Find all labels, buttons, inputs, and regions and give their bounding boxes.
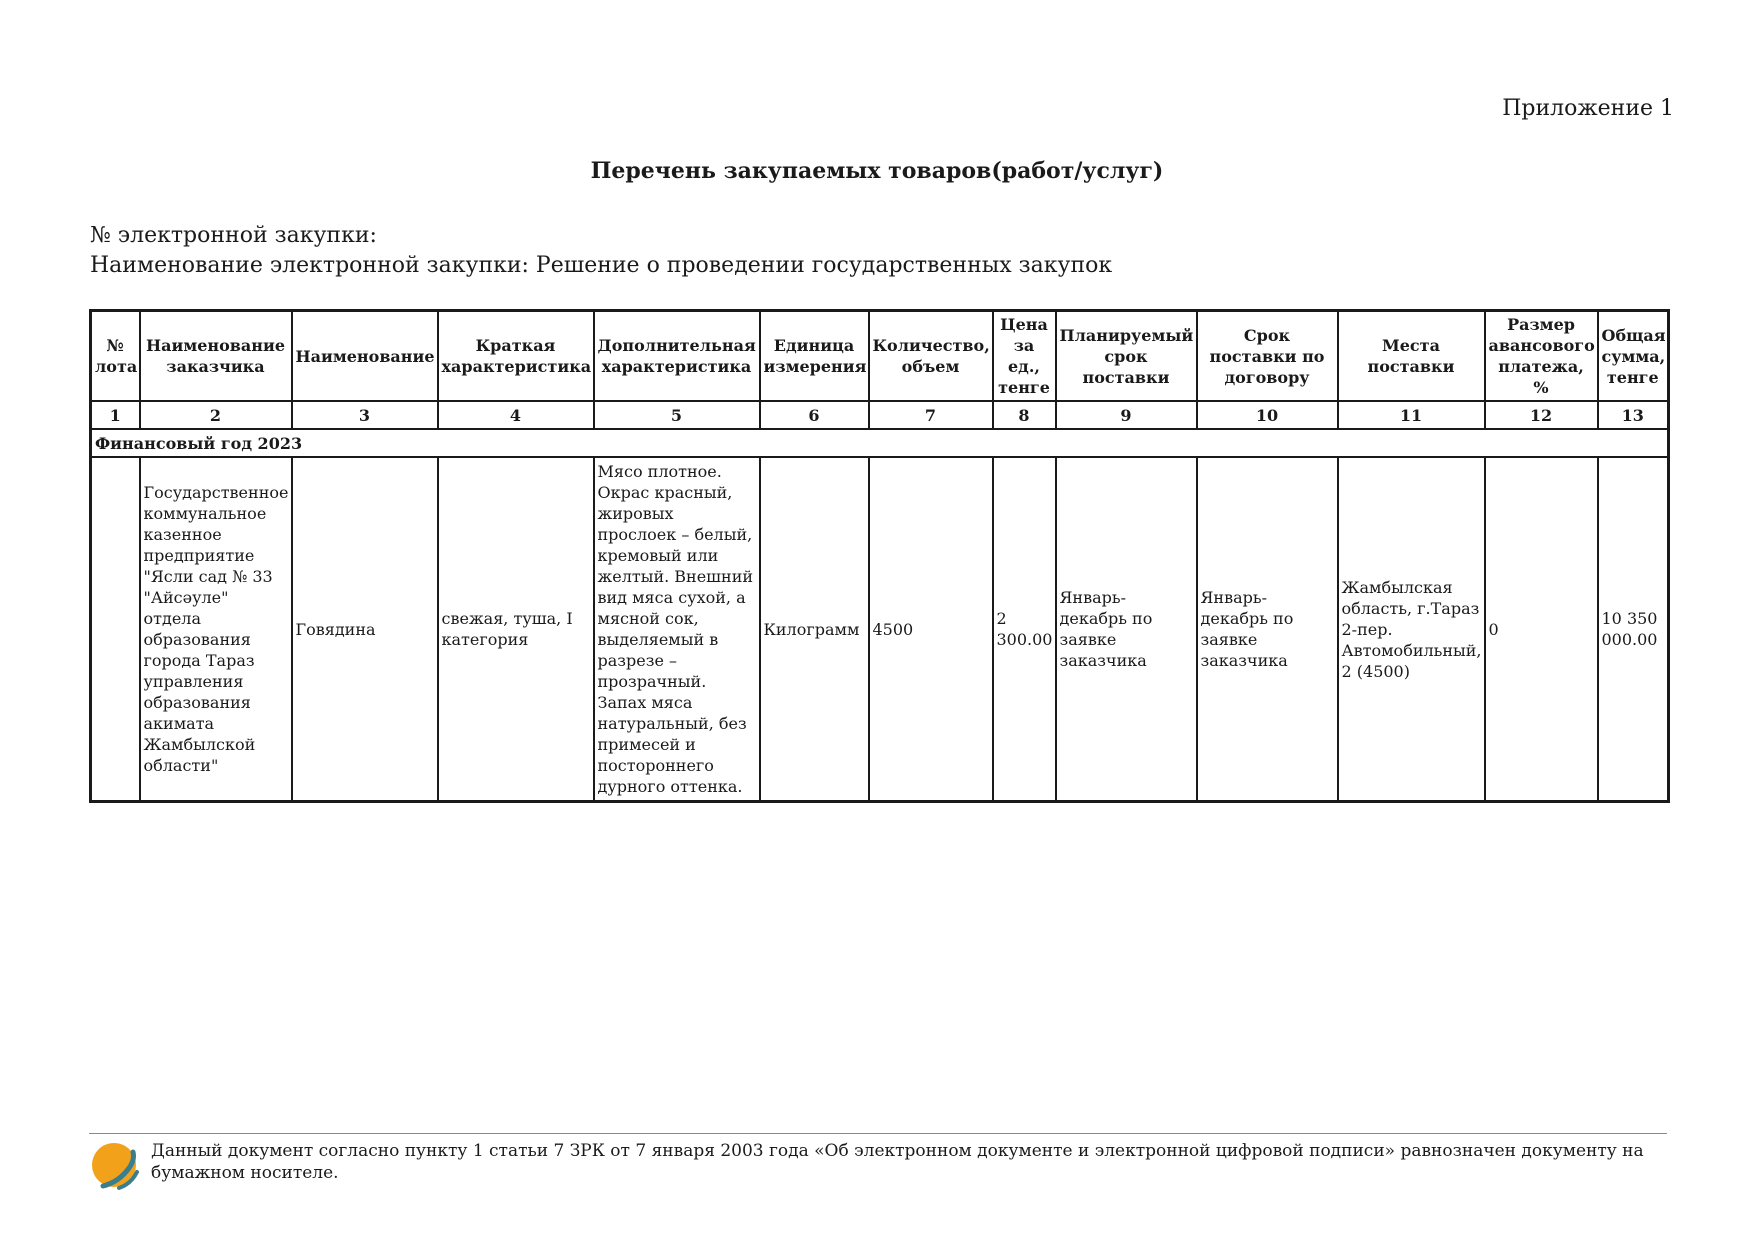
column-number-row xyxy=(91,401,1669,429)
col-header-name: Наименование xyxy=(292,311,438,402)
financial-year-label: Финансовый год 2023 xyxy=(91,429,1669,457)
cell-planned-term: Январь-декабрь по заявке заказчика xyxy=(1056,457,1197,802)
column-number: 6 xyxy=(760,401,869,429)
table-row xyxy=(91,457,1669,802)
cell-unit: Килограмм xyxy=(760,457,869,802)
column-number: 12 xyxy=(1485,401,1598,429)
column-number: 9 xyxy=(1056,401,1197,429)
procurement-name: Наименование электронной закупки: Решение о проведении государственных закупок xyxy=(90,253,1113,278)
col-header-place: Места поставки xyxy=(1338,311,1485,402)
document-title: Перечень закупаемых товаров(работ/услуг) xyxy=(590,158,1164,184)
col-header-brief: Краткая характеристика xyxy=(438,311,594,402)
cell-lot xyxy=(91,457,140,802)
column-number: 13 xyxy=(1598,401,1669,429)
procurement-number: № электронной закупки: xyxy=(90,223,377,248)
procurement-meta xyxy=(90,221,1112,281)
col-header-additional: Дополнительная характеристика xyxy=(594,311,760,402)
column-number: 7 xyxy=(869,401,993,429)
column-number: 4 xyxy=(438,401,594,429)
column-number: 5 xyxy=(594,401,760,429)
col-header-total: Общая сумма, тенге xyxy=(1598,311,1669,402)
legal-notice: Данный документ согласно пункту 1 статьи 7 ЗРК от 7 января 2003 года «Об электронном документе и электронной цифровой подписи» равнозначен документу на бумажном носителе. xyxy=(151,1141,1644,1183)
financial-year-row xyxy=(91,429,1669,457)
appendix-label: Приложение 1 xyxy=(1502,96,1674,121)
column-number: 11 xyxy=(1338,401,1485,429)
column-number: 2 xyxy=(140,401,292,429)
egov-seal-icon xyxy=(89,1138,143,1192)
cell-additional: Мясо плотное. Окрас красный, жировых прослоек – белый, кремовый или желтый. Внешний вид мяса сухой, а мясной сок, выделяемый в разрезе – прозрачный. Запах мяса натуральный, без примесей и постороннего дурного оттенка. xyxy=(594,457,760,802)
col-header-quantity: Количество, объем xyxy=(869,311,993,402)
col-header-price: Цена за ед., тенге xyxy=(993,311,1056,402)
col-header-planned-term: Планируемый срок поставки xyxy=(1056,311,1197,402)
cell-brief: свежая, туша, I категория xyxy=(438,457,594,802)
col-header-unit: Единица измерения xyxy=(760,311,869,402)
cell-customer: Государственное коммунальное казенное предприятие "Ясли сад № 33 "Айсәуле" отдела образования города Тараз управления образования акимата Жамбылской области" xyxy=(140,457,292,802)
cell-total: 10 350 000.00 xyxy=(1598,457,1669,802)
col-header-advance: Размер авансового платежа, % xyxy=(1485,311,1598,402)
footer xyxy=(89,1138,1667,1192)
footer-divider xyxy=(89,1133,1667,1134)
cell-contract-term: Январь-декабрь по заявке заказчика xyxy=(1197,457,1338,802)
column-number: 8 xyxy=(993,401,1056,429)
column-number: 1 xyxy=(91,401,140,429)
column-number: 3 xyxy=(292,401,438,429)
cell-quantity: 4500 xyxy=(869,457,993,802)
col-header-contract-term: Срок поставки по договору xyxy=(1197,311,1338,402)
col-header-customer: Наименование заказчика xyxy=(140,311,292,402)
cell-place: Жамбылская область, г.Тараз 2-пер. Автомобильный, 2 (4500) xyxy=(1338,457,1485,802)
goods-table xyxy=(89,309,1670,803)
cell-name: Говядина xyxy=(292,457,438,802)
column-number: 10 xyxy=(1197,401,1338,429)
cell-price: 2 300.00 xyxy=(993,457,1056,802)
header-row xyxy=(91,311,1669,402)
cell-advance: 0 xyxy=(1485,457,1598,802)
col-header-lot: № лота xyxy=(91,311,140,402)
